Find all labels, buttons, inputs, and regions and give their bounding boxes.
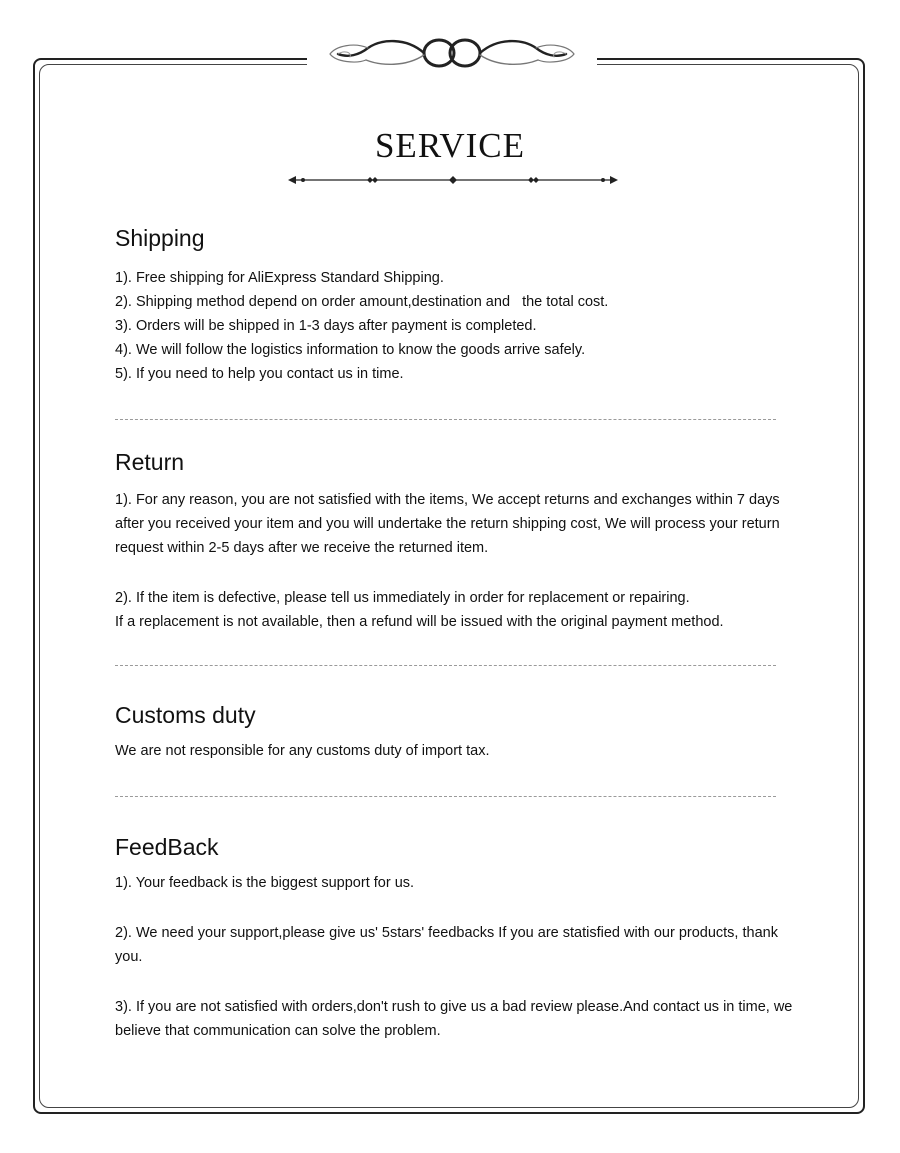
- paragraph-spacer: [115, 895, 800, 921]
- customs-text: [115, 739, 800, 763]
- section-divider: [115, 419, 776, 420]
- paragraph-spacer: [115, 560, 800, 586]
- customs-line: We are not responsible for any customs duty of import tax.: [115, 743, 490, 759]
- return-paragraph: If a replacement is not available, then a refund will be issued with the original payment method.: [115, 614, 724, 630]
- feedback-text: [115, 871, 800, 1043]
- return-paragraph: 2). If the item is defective, please tell us immediately in order for replacement or repairing.: [115, 590, 690, 606]
- feedback-paragraph: 3). If you are not satisfied with orders,don't rush to give us a bad review please.And contact us in time, we believe that communication can solve the problem.: [115, 999, 793, 1039]
- shipping-heading: Shipping: [115, 225, 205, 251]
- feedback-paragraph: 2). We need your support,please give us' 5stars' feedbacks If you are statisfied with our products, thank you.: [115, 925, 778, 965]
- section-divider: [115, 665, 776, 666]
- shipping-list: [115, 266, 800, 386]
- return-paragraph: 1). For any reason, you are not satisfied with the items, We accept returns and exchanges within 7 days after you received your item and you will undertake the return shipping cost, We will process your return request within 2-5 days after we receive the returned item.: [115, 492, 780, 556]
- return-text: [115, 488, 800, 634]
- section-divider: [115, 796, 776, 797]
- flourish-ornament: [326, 34, 578, 74]
- shipping-line: 2). Shipping method depend on order amount,destination and the total cost.: [115, 294, 609, 310]
- shipping-line: 1). Free shipping for AliExpress Standard Shipping.: [115, 270, 444, 286]
- feedback-paragraph: 1). Your feedback is the biggest support for us.: [115, 875, 415, 891]
- return-heading: Return: [115, 449, 185, 475]
- feedback-heading: FeedBack: [115, 834, 219, 860]
- customs-heading: Customs duty: [115, 702, 256, 728]
- title-divider: [287, 172, 619, 188]
- shipping-line: 5). If you need to help you contact us in time.: [115, 366, 404, 382]
- page-title: SERVICE: [374, 126, 526, 165]
- paragraph-spacer: [115, 969, 800, 995]
- shipping-line: 3). Orders will be shipped in 1-3 days after payment is completed.: [115, 318, 537, 334]
- shipping-line: 4). We will follow the logistics information to know the goods arrive safely.: [115, 342, 586, 358]
